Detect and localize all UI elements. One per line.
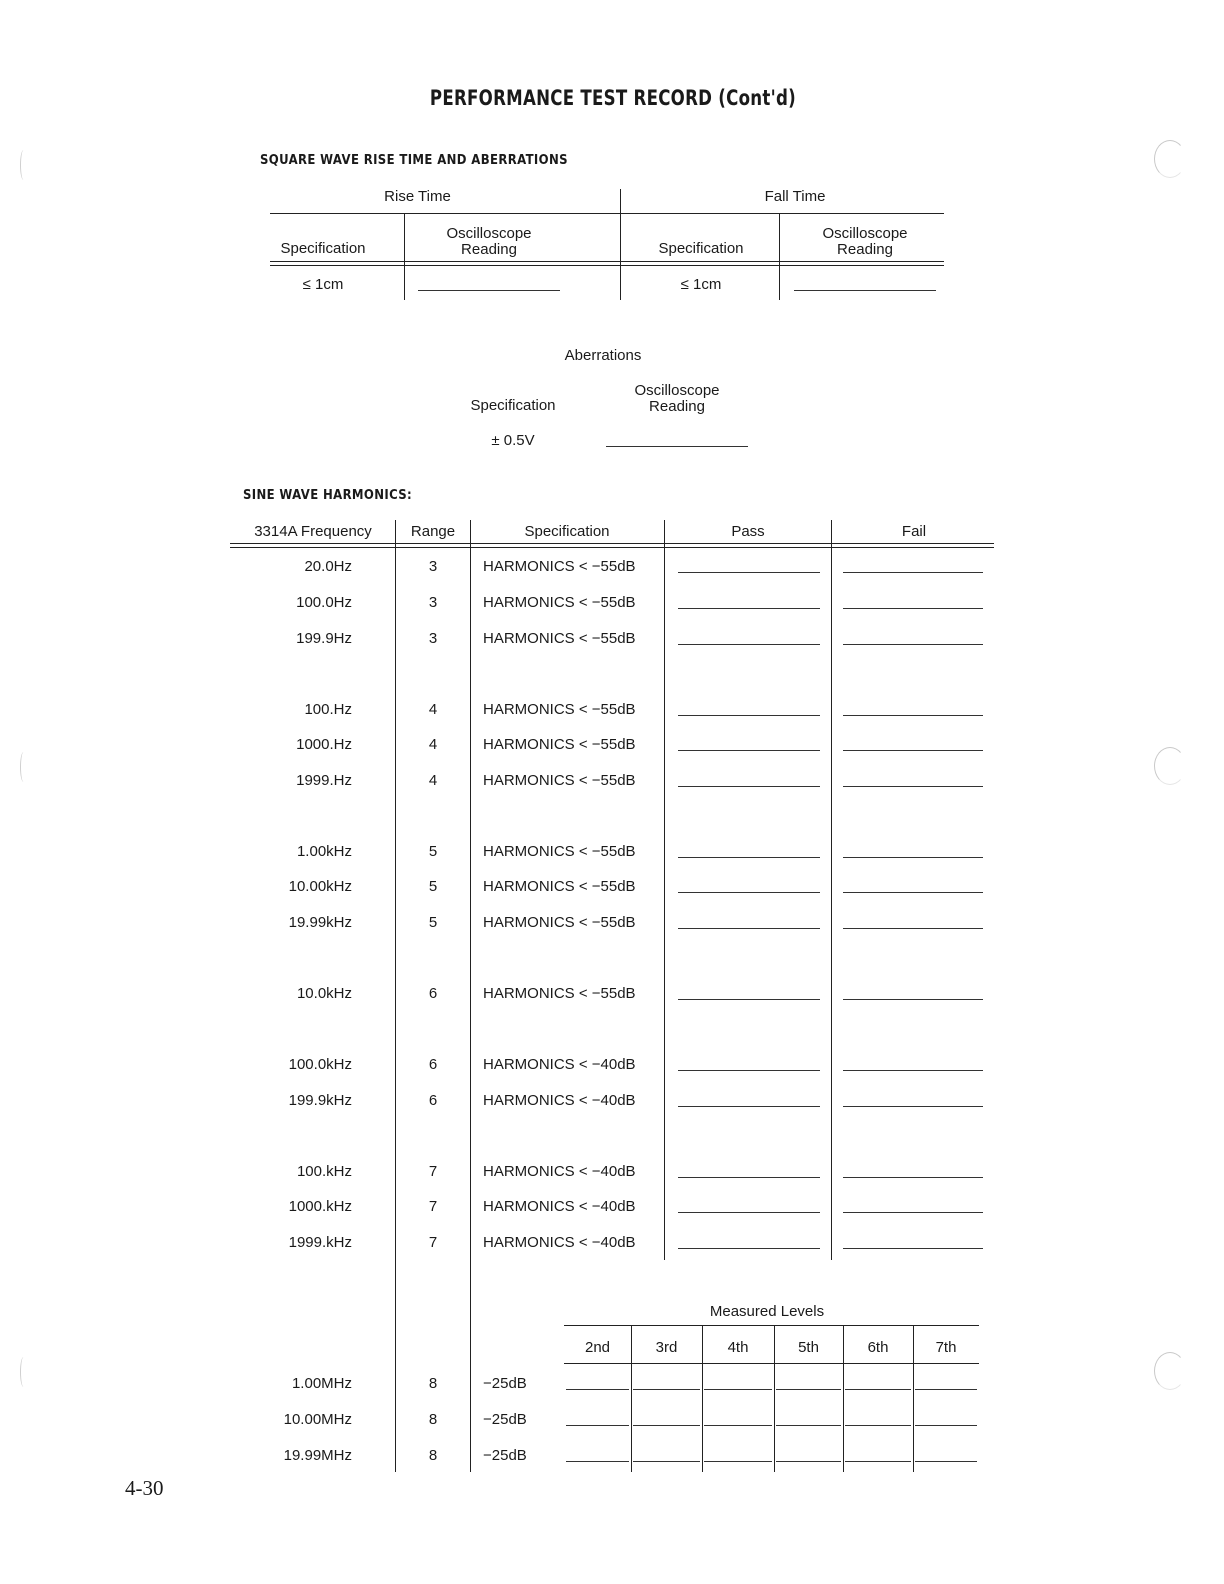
range-cell: 4	[428, 701, 438, 718]
pass-blank[interactable]	[678, 1212, 820, 1213]
pass-blank[interactable]	[678, 928, 820, 929]
pass-blank[interactable]	[678, 1106, 820, 1107]
frequency-cell: 10.00MHz	[283, 1411, 352, 1428]
specification-cell: HARMONICS < −40dB	[483, 1092, 636, 1109]
header-specification: Specification	[524, 523, 610, 540]
level-blank[interactable]	[704, 1461, 772, 1462]
pass-blank[interactable]	[678, 857, 820, 858]
frequency-cell: 10.0kHz	[296, 985, 352, 1002]
measured-levels-label: Measured Levels	[709, 1303, 825, 1320]
aberrations-reading-header-line1: Oscilloscope	[634, 382, 720, 399]
range-cell: 5	[428, 914, 438, 931]
specification-cell: −25dB	[483, 1375, 527, 1392]
frequency-cell: 10.00kHz	[288, 878, 352, 895]
margin-mark	[20, 752, 27, 782]
level-blank[interactable]	[915, 1389, 977, 1390]
level-blank[interactable]	[845, 1425, 911, 1426]
range-cell: 5	[428, 878, 438, 895]
margin-mark	[20, 1357, 27, 1387]
fail-blank[interactable]	[843, 1070, 983, 1071]
header-fail: Fail	[901, 523, 927, 540]
aberrations-reading-header-line2: Reading	[649, 398, 705, 415]
header-frequency: 3314A Frequency	[254, 523, 372, 540]
pass-blank[interactable]	[678, 1070, 820, 1071]
punch-hole-mark	[1154, 1352, 1186, 1390]
specification-cell: HARMONICS < −55dB	[483, 594, 636, 611]
pass-blank[interactable]	[678, 644, 820, 645]
column-divider	[779, 214, 780, 300]
harmonic-column-header: 3rd	[655, 1339, 678, 1356]
specification-cell: HARMONICS < −55dB	[483, 558, 636, 575]
column-divider	[395, 520, 396, 1472]
frequency-cell: 20.0Hz	[304, 558, 352, 575]
fail-blank[interactable]	[843, 608, 983, 609]
aberrations-spec-header: Specification	[470, 397, 556, 414]
fail-blank[interactable]	[843, 1248, 983, 1249]
column-divider	[831, 520, 832, 1260]
table-rule	[564, 1363, 979, 1364]
specification-cell: HARMONICS < −55dB	[483, 736, 636, 753]
column-divider	[774, 1325, 775, 1472]
margin-mark	[20, 150, 27, 180]
fail-blank[interactable]	[843, 572, 983, 573]
level-blank[interactable]	[633, 1389, 700, 1390]
range-cell: 7	[428, 1163, 438, 1180]
level-blank[interactable]	[704, 1389, 772, 1390]
punch-hole-mark	[1154, 747, 1186, 785]
column-divider	[702, 1325, 703, 1472]
column-divider	[620, 189, 621, 300]
rise-reading-blank[interactable]	[418, 290, 560, 291]
range-cell: 3	[428, 594, 438, 611]
frequency-cell: 1000.Hz	[296, 736, 352, 753]
range-cell: 6	[428, 985, 438, 1002]
level-blank[interactable]	[776, 1461, 841, 1462]
rise-reading-header-line1: Oscilloscope	[446, 225, 532, 242]
frequency-cell: 1.00MHz	[291, 1375, 352, 1392]
level-blank[interactable]	[566, 1389, 629, 1390]
specification-cell: HARMONICS < −55dB	[483, 985, 636, 1002]
punch-hole-mark	[1154, 140, 1186, 178]
column-divider	[470, 520, 471, 1472]
aberrations-reading-blank[interactable]	[606, 446, 748, 447]
fall-reading-header-line2: Reading	[837, 241, 893, 258]
frequency-cell: 199.9kHz	[288, 1092, 352, 1109]
square-wave-heading: SQUARE WAVE RISE TIME AND ABERRATIONS	[260, 153, 568, 168]
level-blank[interactable]	[915, 1461, 977, 1462]
page-number: 4-30	[125, 1476, 164, 1500]
column-divider	[404, 214, 405, 300]
specification-cell: HARMONICS < −55dB	[483, 701, 636, 718]
frequency-cell: 100.0Hz	[296, 594, 352, 611]
fail-blank[interactable]	[843, 928, 983, 929]
fail-blank[interactable]	[843, 786, 983, 787]
specification-cell: HARMONICS < −40dB	[483, 1198, 636, 1215]
harmonic-column-header: 7th	[935, 1339, 957, 1356]
header-range: Range	[410, 523, 456, 540]
specification-cell: HARMONICS < −55dB	[483, 772, 636, 789]
frequency-cell: 1.00kHz	[296, 843, 352, 860]
pass-blank[interactable]	[678, 572, 820, 573]
specification-cell: HARMONICS < −55dB	[483, 843, 636, 860]
range-cell: 3	[428, 630, 438, 647]
level-blank[interactable]	[776, 1389, 841, 1390]
aberrations-spec-value: ± 0.5V	[491, 432, 535, 449]
pass-blank[interactable]	[678, 999, 820, 1000]
level-blank[interactable]	[566, 1425, 629, 1426]
level-blank[interactable]	[566, 1461, 629, 1462]
range-cell: 6	[428, 1056, 438, 1073]
specification-cell: HARMONICS < −40dB	[483, 1056, 636, 1073]
frequency-cell: 100.kHz	[296, 1163, 352, 1180]
frequency-cell: 19.99kHz	[288, 914, 352, 931]
fail-blank[interactable]	[843, 857, 983, 858]
range-cell: 7	[428, 1198, 438, 1215]
rise-reading-header-line2: Reading	[461, 241, 517, 258]
range-cell: 8	[428, 1375, 438, 1392]
range-cell: 5	[428, 843, 438, 860]
specification-cell: −25dB	[483, 1447, 527, 1464]
harmonic-column-header: 5th	[798, 1339, 819, 1356]
table-header-rule	[230, 543, 994, 548]
column-divider	[913, 1325, 914, 1472]
specification-cell: HARMONICS < −40dB	[483, 1234, 636, 1251]
harmonic-column-header: 4th	[727, 1339, 749, 1356]
frequency-cell: 1999.Hz	[296, 772, 352, 789]
level-blank[interactable]	[776, 1425, 841, 1426]
range-cell: 8	[428, 1411, 438, 1428]
pass-blank[interactable]	[678, 1248, 820, 1249]
fail-blank[interactable]	[843, 750, 983, 751]
rise-spec-value: ≤ 1cm	[302, 276, 344, 293]
frequency-cell: 199.9Hz	[296, 630, 352, 647]
fail-blank[interactable]	[843, 1177, 983, 1178]
pass-blank[interactable]	[678, 786, 820, 787]
harmonic-column-header: 2nd	[584, 1339, 611, 1356]
range-cell: 8	[428, 1447, 438, 1464]
specification-cell: HARMONICS < −40dB	[483, 1163, 636, 1180]
pass-blank[interactable]	[678, 1177, 820, 1178]
fail-blank[interactable]	[843, 1106, 983, 1107]
header-pass: Pass	[731, 523, 765, 540]
frequency-cell: 100.Hz	[304, 701, 352, 718]
range-cell: 4	[428, 772, 438, 789]
fall-time-label: Fall Time	[764, 188, 826, 205]
fail-blank[interactable]	[843, 892, 983, 893]
aberrations-label: Aberrations	[564, 347, 642, 364]
range-cell: 3	[428, 558, 438, 575]
table-rule	[564, 1325, 979, 1326]
level-blank[interactable]	[633, 1461, 700, 1462]
range-cell: 6	[428, 1092, 438, 1109]
frequency-cell: 1000.kHz	[288, 1198, 352, 1215]
column-divider	[631, 1325, 632, 1472]
fail-blank[interactable]	[843, 715, 983, 716]
fail-blank[interactable]	[843, 644, 983, 645]
range-cell: 4	[428, 736, 438, 753]
level-blank[interactable]	[845, 1461, 911, 1462]
column-divider	[843, 1325, 844, 1472]
harmonic-column-header: 6th	[867, 1339, 889, 1356]
rise-spec-header: Specification	[280, 240, 366, 257]
fall-reading-blank[interactable]	[794, 290, 936, 291]
fall-reading-header-line1: Oscilloscope	[822, 225, 908, 242]
level-blank[interactable]	[915, 1425, 977, 1426]
pass-blank[interactable]	[678, 892, 820, 893]
pass-blank[interactable]	[678, 715, 820, 716]
level-blank[interactable]	[633, 1425, 700, 1426]
fail-blank[interactable]	[843, 999, 983, 1000]
frequency-cell: 19.99MHz	[283, 1447, 352, 1464]
table-header-rule	[270, 261, 944, 266]
specification-cell: HARMONICS < −55dB	[483, 630, 636, 647]
frequency-cell: 1999.kHz	[288, 1234, 352, 1251]
sine-wave-heading: SINE WAVE HARMONICS:	[243, 488, 413, 503]
specification-cell: −25dB	[483, 1411, 527, 1428]
specification-cell: HARMONICS < −55dB	[483, 914, 636, 931]
pass-blank[interactable]	[678, 608, 820, 609]
level-blank[interactable]	[704, 1425, 772, 1426]
fail-blank[interactable]	[843, 1212, 983, 1213]
specification-cell: HARMONICS < −55dB	[483, 878, 636, 895]
fall-spec-value: ≤ 1cm	[680, 276, 722, 293]
range-cell: 7	[428, 1234, 438, 1251]
pass-blank[interactable]	[678, 750, 820, 751]
frequency-cell: 100.0kHz	[288, 1056, 352, 1073]
fall-spec-header: Specification	[658, 240, 744, 257]
page-title: PERFORMANCE TEST RECORD (Cont'd)	[429, 86, 796, 110]
table-rule	[270, 213, 944, 214]
column-divider	[664, 520, 665, 1260]
rise-time-label: Rise Time	[384, 188, 451, 205]
level-blank[interactable]	[845, 1389, 911, 1390]
